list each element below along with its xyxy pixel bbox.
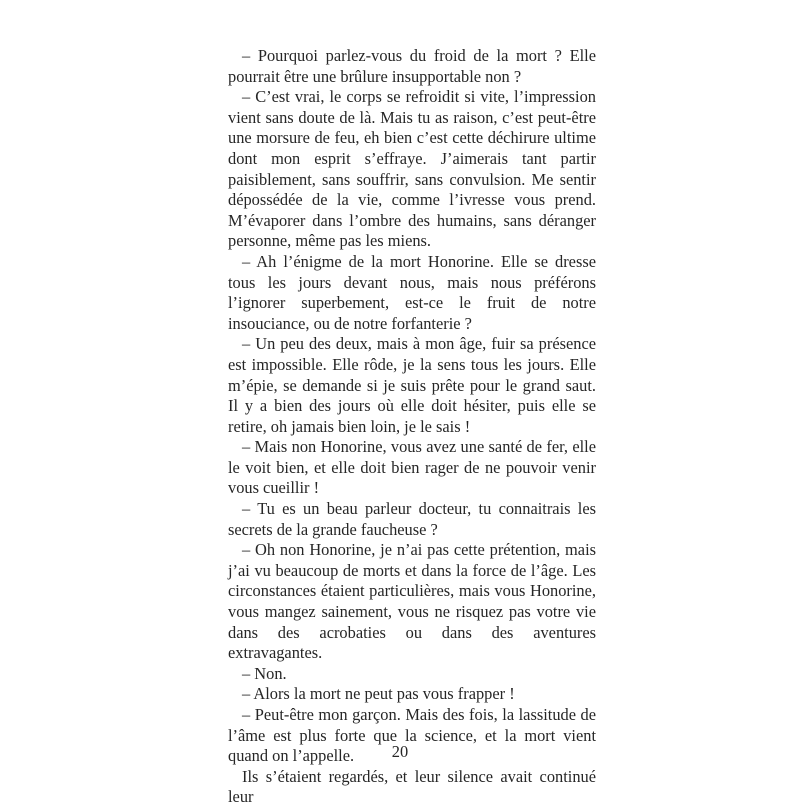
paragraph: – Ah l’énigme de la mort Honorine. Elle se dresse tous les jours devant nous, mais nous préférons l’ignorer superbement, est-ce le fruit de notre insouciance, ou de notre forfanterie ? bbox=[228, 251, 596, 333]
paragraph: – Pourquoi parlez-vous du froid de la mort ? Elle pourrait être une brûlure insupportable non ? bbox=[228, 46, 596, 86]
body-text bbox=[228, 46, 596, 808]
paragraph: – Tu es un beau parleur docteur, tu connaitrais les secrets de la grande faucheuse ? bbox=[228, 499, 596, 539]
paragraph: – Oh non Honorine, je n’ai pas cette prétention, mais j’ai vu beaucoup de morts et dans la force de l’âge. Les circonstances étaient particulières, mais vous Honorine, vous mangez sainement, vous ne risquez pas votre vie dans des acrobaties ou dans des aventures extravagantes. bbox=[228, 540, 596, 663]
paragraph: – Un peu des deux, mais à mon âge, fuir sa présence est impossible. Elle rôde, je la sens tous les jours. Elle m’épie, se demande si je suis prête pour le grand saut. Il y a bien des jours où elle doit hésiter, puis elle se retire, oh jamais bien loin, je le sais ! bbox=[228, 334, 596, 436]
paragraph: – C’est vrai, le corps se refroidit si vite, l’impression vient sans doute de là. Mais tu as raison, c’est peut-être une morsure de feu, eh bien c’est cette déchirure ultime dont mon esprit s’effraye. J’aimerais tant partir paisiblement, sans souffrir, sans convulsion. Me sentir dépossédée de la vie, comme l’ivresse vous prend. M’évaporer dans l’ombre des humains, sans déranger personne, même pas les miens. bbox=[228, 87, 596, 251]
paragraph: – Peut-être mon garçon. Mais des fois, la lassitude de l’âme est plus forte que la science, et la mort vient quand on l’appelle. bbox=[228, 705, 596, 766]
paragraph: – Non. bbox=[242, 663, 287, 683]
page-number: 20 bbox=[391, 742, 409, 761]
paragraph: Ils s’étaient regardés, et leur silence avait continué leur bbox=[228, 766, 596, 807]
paragraph: – Mais non Honorine, vous avez une santé de fer, elle le voit bien, et elle doit bien rager de ne pouvoir venir vous cueillir ! bbox=[228, 437, 596, 498]
paragraph: – Alors la mort ne peut pas vous frapper ! bbox=[242, 684, 515, 704]
